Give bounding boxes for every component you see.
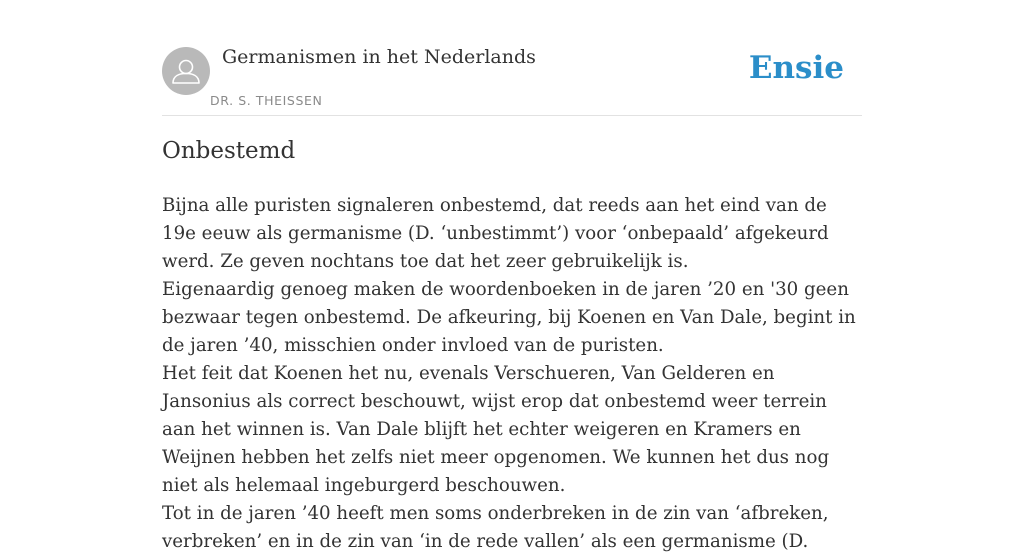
author-name[interactable]: DR. S. THEISSEN: [210, 93, 323, 108]
article-paragraph: Eigenaardig genoeg maken de woordenboeken in de jaren ’20 en '30 geen bezwaar tegen onbestemd. De afkeuring, bij Koenen en Van Dale, begint in de jaren ’40, misschien onder invloed van de puristen.: [162, 279, 856, 356]
article-paragraph: Tot in de jaren ’40 heeft men soms onderbreken in de zin van ‘afbreken, verbreken’ en in de zin van ‘in de rede vallen’ als een germanisme (D.: [162, 503, 829, 552]
article-body: [162, 192, 866, 556]
user-placeholder-icon: [162, 47, 210, 95]
ensie-logo[interactable]: Ensie: [748, 50, 844, 86]
author-avatar[interactable]: [162, 47, 210, 95]
article-heading: Onbestemd: [162, 138, 296, 164]
article-paragraph: Bijna alle puristen signaleren onbestemd, dat reeds aan het eind van de 19e eeuw als germanisme (D. ‘unbestimmt’) voor ‘onbepaald’ afgekeurd werd. Ze geven nochtans toe dat het zeer gebruikelijk is.: [162, 195, 829, 272]
article-paragraph: Het feit dat Koenen het nu, evenals Verschueren, Van Gelderen en Jansonius als correct beschouwt, wijst erop dat onbestemd weer terrein aan het winnen is. Van Dale blijft het echter weigeren en Kramers en Weijnen hebben het zelfs niet meer opgenomen. We kunnen het dus nog niet als helemaal ingeburgerd beschouwen.: [162, 363, 830, 496]
document-header: [162, 0, 862, 116]
document-page: [162, 0, 862, 552]
document-title[interactable]: Germanismen in het Nederlands: [222, 46, 536, 68]
